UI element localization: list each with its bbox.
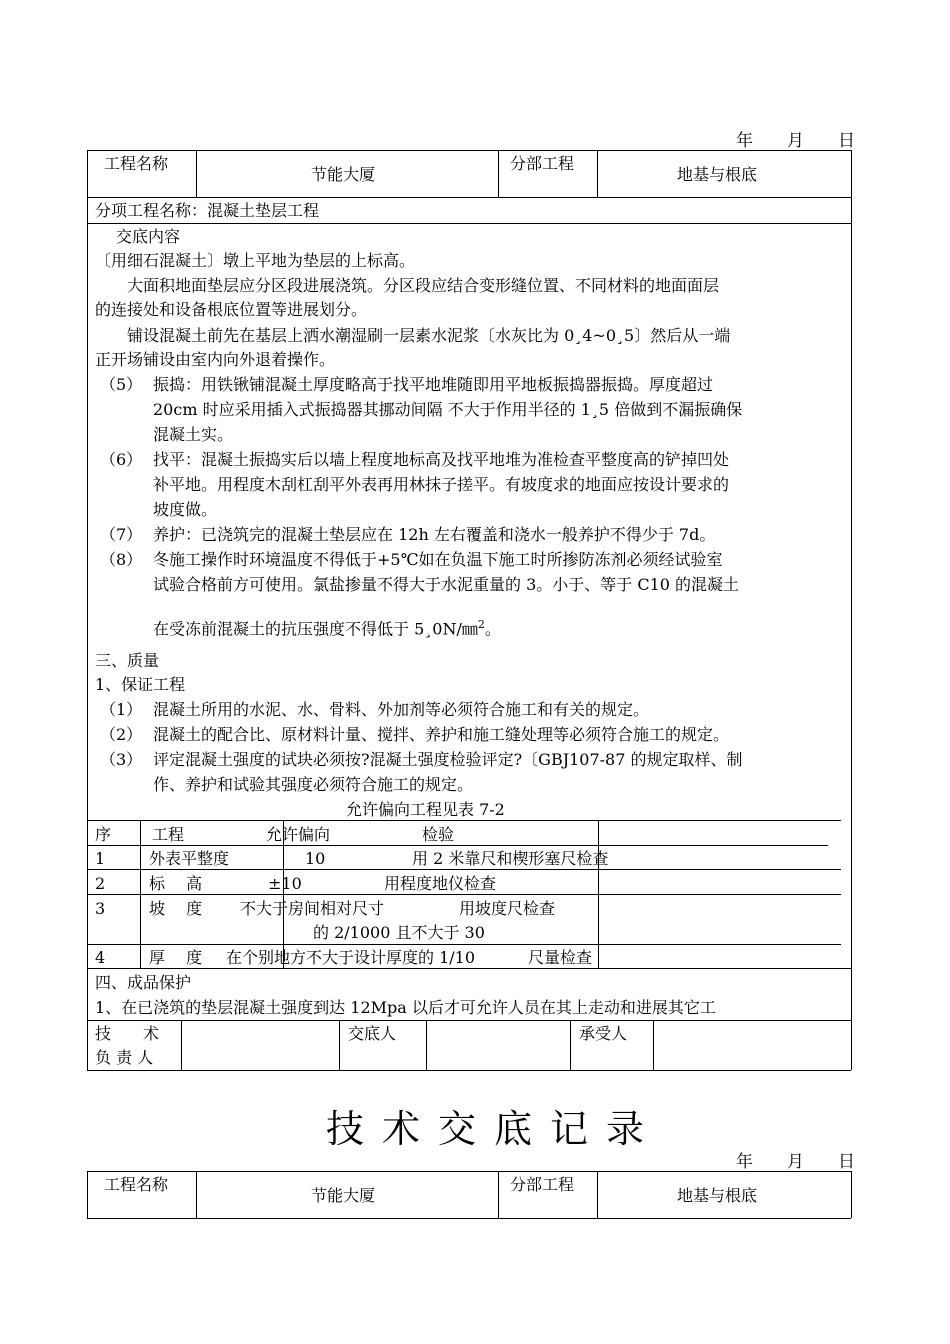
row-item: 坡 度 bbox=[149, 899, 203, 918]
row-deviation: ±10 bbox=[268, 874, 302, 893]
row-deviation: 10 bbox=[305, 849, 326, 868]
item-number: （6） bbox=[100, 450, 143, 469]
division-label: 分部工程 bbox=[510, 1175, 575, 1194]
page-title: 技术交底记录 bbox=[326, 1107, 663, 1151]
table-caption: 允许偏向工程见表 7-2 bbox=[346, 800, 505, 819]
discloser-label: 交底人 bbox=[348, 1024, 397, 1043]
item-number: （8） bbox=[100, 550, 143, 569]
paragraph: 〔用细石混凝土〕墩上平地为垫层的上标高。 bbox=[95, 251, 416, 270]
project-name-value: 节能大厦 bbox=[311, 1186, 376, 1205]
row-check: 尺量检查 bbox=[528, 948, 593, 967]
item-line: 混凝土实。 bbox=[153, 425, 234, 444]
row-deviation: 不大于房间相对尺寸 bbox=[240, 899, 385, 918]
date-line: 年 月 日 bbox=[736, 1152, 855, 1172]
tech-lead-label-2: 负 责 人 bbox=[95, 1048, 154, 1067]
tech-lead-label: 技 术 bbox=[95, 1024, 160, 1043]
row-no: 3 bbox=[95, 899, 106, 918]
paragraph: 的连接处和设备根底位置等进展划分。 bbox=[95, 300, 368, 319]
item-line: 作、养护和试验其强度必须符合施工的规定。 bbox=[153, 775, 474, 794]
item-line: 冬施工操作时环境温度不得低于+5℃如在负温下施工时所掺防冻剂必须经试验室 bbox=[153, 550, 723, 569]
paragraph: 正开场铺设由室内向外退着操作。 bbox=[95, 350, 336, 369]
division-label: 分部工程 bbox=[510, 154, 575, 173]
table-header-item: 工程 bbox=[152, 825, 185, 844]
item-line: 坡度做。 bbox=[153, 500, 218, 519]
row-check: 用坡度尺检查 bbox=[459, 899, 556, 918]
row-item: 外表平整度 bbox=[149, 849, 230, 868]
item-line: 20cm 时应采用插入式振捣器其挪动间隔 不大于作用半径的 1¸5 倍做到不漏振确保 bbox=[153, 400, 743, 419]
paragraph: 铺设混凝土前先在基层上洒水潮湿刷一层素水泥浆〔水灰比为 0¸4~0¸5〕然后从一端 bbox=[127, 326, 731, 345]
subitem-name: 分项工程名称：混凝土垫层工程 bbox=[95, 201, 320, 220]
item-number: （2） bbox=[100, 725, 143, 744]
row-no: 1 bbox=[95, 849, 106, 868]
table-header-no: 序 bbox=[95, 825, 112, 844]
item-line: 试验合格前方可使用。氯盐掺量不得大于水泥重量的 3。小于、等于 C10 的混凝土 bbox=[153, 575, 740, 594]
row-deviation-cont: 的 2/1000 且不大于 30 bbox=[313, 923, 485, 942]
item-line: 养护：已浇筑完的混凝土垫层应在 12h 左右覆盖和浇水一般养护不得少于 7d。 bbox=[153, 525, 716, 544]
item-line: 混凝土所用的水泥、水、骨料、外加剂等必须符合施工和有关的规定。 bbox=[153, 700, 650, 719]
section-heading: 三、质量 bbox=[95, 651, 160, 670]
paragraph: 大面积地面垫层应分区段进展浇筑。分区段应结合变形缝位置、不同材料的地面面层 bbox=[127, 276, 720, 295]
division-value: 地基与根底 bbox=[677, 1186, 758, 1205]
item-line: 在受冻前混凝土的抗压强度不得低于 5¸0N/㎜$^2$。 bbox=[153, 618, 501, 639]
item-line: 找平：混凝土振捣实后以墙上程度地标高及找平地堆为准检查平整度高的铲掉凹处 bbox=[153, 450, 730, 469]
project-name-label: 工程名称 bbox=[104, 154, 169, 173]
item-number: （1） bbox=[100, 700, 143, 719]
row-deviation: 在个别地方不大于设计厚度的 1/10 bbox=[226, 948, 476, 967]
content-heading: 交底内容 bbox=[116, 227, 181, 246]
item-number: （3） bbox=[100, 750, 143, 769]
division-value: 地基与根底 bbox=[677, 165, 758, 184]
item-line: 混凝土的配合比、原材料计量、搅拌、养护和施工缝处理等必须符合施工的规定。 bbox=[153, 725, 730, 744]
table-header-check: 检验 bbox=[422, 825, 455, 844]
paragraph: 1、在已浇筑的垫层混凝土强度到达 12Mpa 以后才可允许人员在其上走动和进展其它工 bbox=[95, 998, 716, 1017]
row-no: 4 bbox=[95, 948, 106, 967]
row-check: 用 2 米靠尺和楔形塞尺检查 bbox=[412, 849, 609, 868]
row-no: 2 bbox=[95, 874, 106, 893]
table-header-deviation: 允许偏向 bbox=[266, 825, 331, 844]
receiver-label: 承受人 bbox=[579, 1024, 628, 1043]
project-name-label: 工程名称 bbox=[104, 1175, 169, 1194]
item-number: （7） bbox=[100, 525, 143, 544]
item-line: 振捣：用铁锹铺混凝土厚度略高于找平地堆随即用平地板振捣器振捣。厚度超过 bbox=[153, 375, 714, 394]
item-number: （5） bbox=[100, 375, 143, 394]
item-line: 评定混凝土强度的试块必须按?混凝土强度检验评定?〔GBJ107-87 的规定取样、制 bbox=[153, 750, 743, 769]
row-item: 厚 度 bbox=[149, 948, 203, 967]
date-line: 年 月 日 bbox=[736, 131, 855, 151]
section-heading: 1、保证工程 bbox=[95, 675, 186, 694]
row-item: 标 高 bbox=[149, 874, 203, 893]
project-name-value: 节能大厦 bbox=[311, 165, 376, 184]
row-check: 用程度地仪检查 bbox=[384, 874, 497, 893]
item-line: 补平地。用程度木刮杠刮平外表再用林抹子搓平。有坡度求的地面应按设计要求的 bbox=[153, 475, 730, 494]
section-heading: 四、成品保护 bbox=[95, 973, 192, 992]
